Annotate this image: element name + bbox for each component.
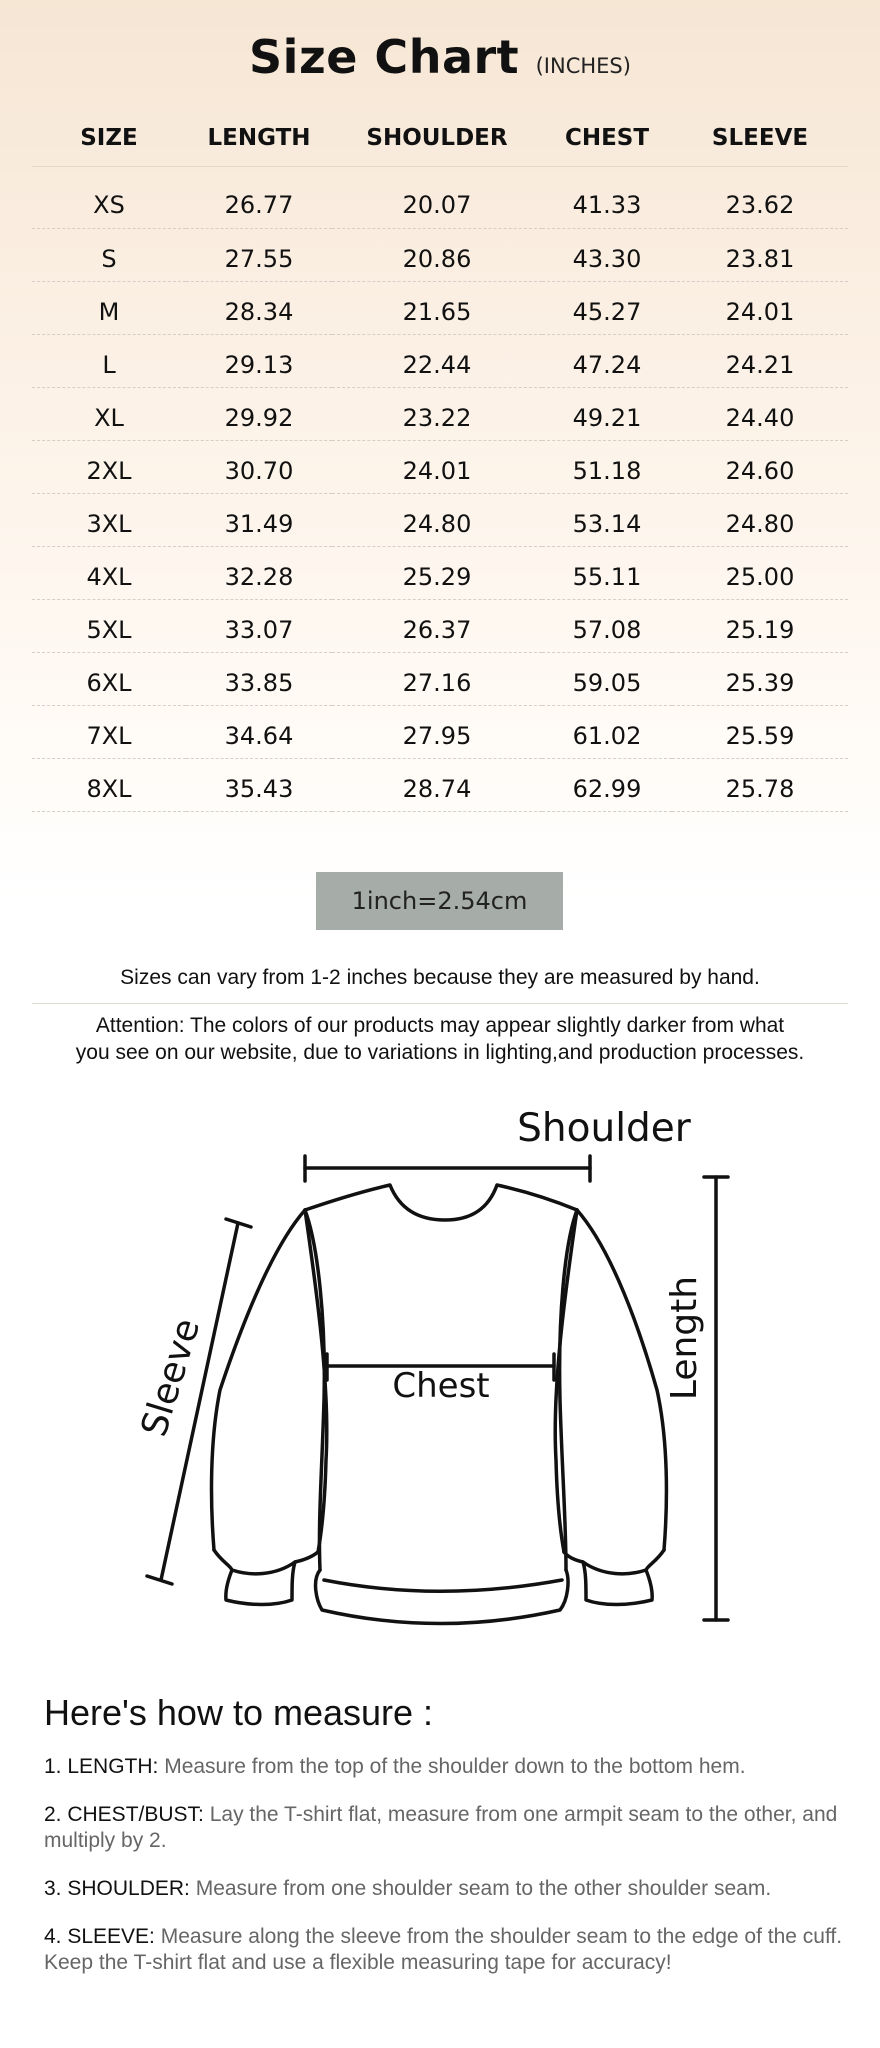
cell-sleeve: 25.39 [672, 653, 848, 706]
cell-sleeve: 23.62 [672, 167, 848, 229]
cell-chest: 47.24 [542, 335, 672, 388]
cell-shoulder: 24.80 [332, 494, 542, 547]
cell-shoulder: 27.16 [332, 653, 542, 706]
cell-size: S [32, 229, 186, 282]
shoulder-label: Shoulder [517, 1106, 691, 1151]
color-attention-note [32, 1012, 848, 1066]
column-header-shoulder: SHOULDER [332, 110, 542, 167]
column-header-size: SIZE [32, 110, 186, 167]
cell-sleeve: 24.60 [672, 441, 848, 494]
cell-sleeve: 24.01 [672, 282, 848, 335]
cell-size: 8XL [32, 759, 186, 812]
step-shoulder [44, 1876, 844, 1902]
cell-size: XS [32, 167, 186, 229]
cell-sleeve: 25.19 [672, 600, 848, 653]
step-sleeve-text: Measure along the sleeve from the shoulder seam to the edge of the cuff. Keep the T-shirt flat and use a flexible measuring tape for accuracy! [44, 1925, 843, 1974]
table-row [32, 547, 848, 600]
measure-steps [44, 1754, 844, 1998]
step-sleeve-key: 4. SLEEVE: [44, 1925, 155, 1948]
step-sleeve [44, 1924, 844, 1976]
table-row [32, 167, 848, 229]
column-header-length: LENGTH [186, 110, 332, 167]
cell-chest: 43.30 [542, 229, 672, 282]
cell-length: 33.07 [186, 600, 332, 653]
cell-chest: 53.14 [542, 494, 672, 547]
length-label: Length [664, 1275, 705, 1401]
how-to-measure-title: Here's how to measure : [44, 1692, 434, 1733]
cell-size: XL [32, 388, 186, 441]
table-row [32, 759, 848, 812]
cell-size: 6XL [32, 653, 186, 706]
cell-chest: 59.05 [542, 653, 672, 706]
cell-chest: 61.02 [542, 706, 672, 759]
conversion-badge: 1inch=2.54cm [316, 872, 563, 930]
cell-shoulder: 28.74 [332, 759, 542, 812]
table-row [32, 229, 848, 282]
step-chest-key: 2. CHEST/BUST: [44, 1803, 204, 1826]
divider [32, 1003, 848, 1004]
cell-size: 5XL [32, 600, 186, 653]
cell-length: 29.13 [186, 335, 332, 388]
step-length [44, 1754, 844, 1780]
cell-sleeve: 25.00 [672, 547, 848, 600]
column-header-sleeve: SLEEVE [672, 110, 848, 167]
step-chest [44, 1802, 844, 1854]
cell-length: 32.28 [186, 547, 332, 600]
cell-length: 35.43 [186, 759, 332, 812]
table-row [32, 335, 848, 388]
cell-shoulder: 27.95 [332, 706, 542, 759]
cell-chest: 51.18 [542, 441, 672, 494]
attention-line-1: Attention: The colors of our products may appear slightly darker from what [95, 1014, 785, 1037]
cell-sleeve: 24.80 [672, 494, 848, 547]
cell-shoulder: 20.07 [332, 167, 542, 229]
table-header-row [32, 110, 848, 167]
unit-label: (INCHES) [535, 54, 631, 78]
table-row [32, 282, 848, 335]
cell-length: 33.85 [186, 653, 332, 706]
cell-chest: 55.11 [542, 547, 672, 600]
chest-label: Chest [392, 1366, 490, 1406]
cell-size: 3XL [32, 494, 186, 547]
cell-shoulder: 23.22 [332, 388, 542, 441]
cell-chest: 57.08 [542, 600, 672, 653]
cell-sleeve: 25.78 [672, 759, 848, 812]
page-title: Size Chart [249, 30, 520, 84]
cell-length: 30.70 [186, 441, 332, 494]
step-shoulder-text: Measure from one shoulder seam to the other shoulder seam. [189, 1877, 772, 1900]
step-chest-text: Lay the T-shirt flat, measure from one armpit seam to the other, and multiply by 2. [44, 1803, 838, 1852]
cell-chest: 41.33 [542, 167, 672, 229]
cell-shoulder: 21.65 [332, 282, 542, 335]
cell-sleeve: 24.40 [672, 388, 848, 441]
cell-length: 29.92 [186, 388, 332, 441]
table-row [32, 653, 848, 706]
cell-shoulder: 26.37 [332, 600, 542, 653]
cell-sleeve: 24.21 [672, 335, 848, 388]
cell-chest: 49.21 [542, 388, 672, 441]
cell-length: 34.64 [186, 706, 332, 759]
step-length-key: 1. LENGTH: [44, 1755, 159, 1778]
step-length-text: Measure from the top of the shoulder down to the bottom hem. [158, 1755, 746, 1778]
cell-size: L [32, 335, 186, 388]
attention-line-2: you see on our website, due to variations in lighting,and production processes. [75, 1041, 805, 1064]
cell-length: 31.49 [186, 494, 332, 547]
cell-shoulder: 20.86 [332, 229, 542, 282]
cell-size: 7XL [32, 706, 186, 759]
cell-size: 4XL [32, 547, 186, 600]
step-shoulder-key: 3. SHOULDER: [44, 1877, 190, 1900]
cell-length: 26.77 [186, 167, 332, 229]
table-row [32, 600, 848, 653]
cell-length: 27.55 [186, 229, 332, 282]
table-row [32, 441, 848, 494]
cell-chest: 45.27 [542, 282, 672, 335]
cell-size: M [32, 282, 186, 335]
cell-shoulder: 25.29 [332, 547, 542, 600]
cell-shoulder: 24.01 [332, 441, 542, 494]
cell-sleeve: 25.59 [672, 706, 848, 759]
sweatshirt-measurement-diagram [0, 1100, 880, 1640]
table-row [32, 494, 848, 547]
cell-chest: 62.99 [542, 759, 672, 812]
table-row [32, 388, 848, 441]
size-table [32, 110, 848, 812]
cell-sleeve: 23.81 [672, 229, 848, 282]
sleeve-label: Sleeve [133, 1313, 209, 1442]
title-row [0, 30, 880, 84]
column-header-chest: CHEST [542, 110, 672, 167]
table-row [32, 706, 848, 759]
cell-length: 28.34 [186, 282, 332, 335]
measurement-variance-note: Sizes can vary from 1-2 inches because they are measured by hand. [120, 966, 760, 989]
cell-shoulder: 22.44 [332, 335, 542, 388]
cell-size: 2XL [32, 441, 186, 494]
